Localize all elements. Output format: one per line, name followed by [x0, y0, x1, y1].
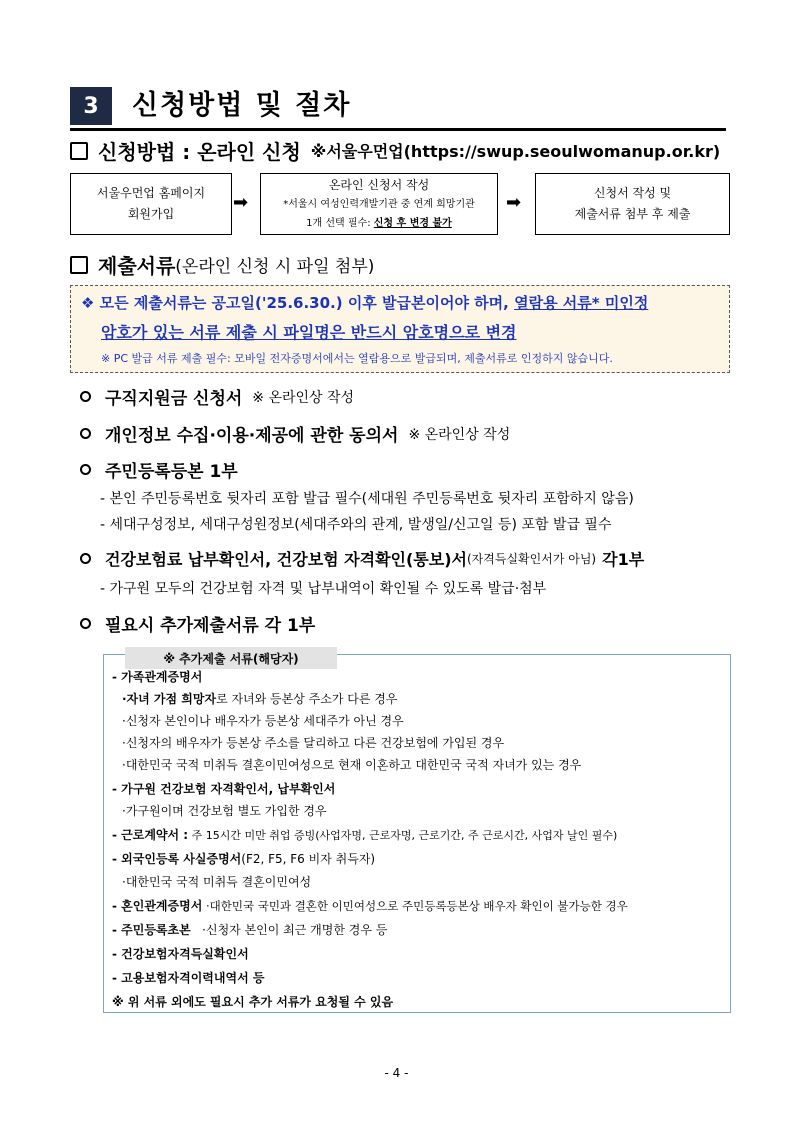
- flow-step-3: [535, 173, 730, 235]
- extra-abstract-title: - 주민등록초본: [112, 923, 191, 937]
- doc-item-consent: [80, 421, 510, 446]
- extra-family-1-rest: 로 자녀와 등본상 주소가 다른 경우: [216, 692, 398, 706]
- notice-line-3: ※ PC 발급 서류 제출 필수: 모바일 전자증명서에서는 열람용으로 발급되며, 제출서류로 인정하지 않습니다.: [101, 352, 613, 365]
- flow-step-1-line1: 서울우먼업 홈페이지: [96, 186, 206, 200]
- bullet-circle-icon: [80, 618, 91, 629]
- extra-footnote: ※ 위 서류 외에도 필요시 추가 서류가 요청될 수 있음: [112, 995, 394, 1009]
- docs-note: (온라인 신청 시 파일 첨부): [175, 257, 375, 277]
- doc-item-note: ※ 온라인상 작성: [408, 426, 511, 443]
- docs-heading: [70, 250, 374, 279]
- method-note: ※서울우먼업(https://swup.seoulwomanup.or.kr): [310, 142, 721, 161]
- flow-step-2-title: 온라인 신청서 작성: [328, 177, 430, 192]
- extra-family-4: ·대한민국 국적 미취득 결혼이민여성으로 현재 이혼하고 대한민국 국적 자녀가 있는 경우: [122, 758, 582, 772]
- bullet-circle-icon: [80, 553, 91, 564]
- extra-employ: - 고용보험자격이력내역서 등: [112, 971, 265, 985]
- doc-item-insurance: [80, 547, 644, 570]
- checkbox-icon: [70, 256, 88, 274]
- bullet-circle-icon: [80, 391, 91, 402]
- method-label: 신청방법 : 온라인 신청: [98, 140, 301, 164]
- docs-label: 제출서류: [98, 254, 176, 278]
- bullet-circle-icon: [80, 428, 91, 439]
- doc-item-title: 건강보험료 납부확인서, 건강보험 자격확인(통보)서: [105, 550, 467, 569]
- flow-step-2-note2-bold: 신청 후 변경 불가: [373, 217, 452, 229]
- flow-arrow-icon: ➡: [233, 192, 249, 213]
- checkbox-icon: [70, 142, 88, 160]
- extra-contract: [112, 826, 617, 843]
- doc-item-application: [80, 384, 354, 409]
- extra-household-title: - 가구원 건강보험 자격확인서, 납부확인서: [112, 782, 336, 796]
- flow-step-2-note1: *서울시 여성인력개발기관 중 연계 희망기관: [283, 198, 475, 210]
- extra-family-1-bold: ·자녀 가점 희망자: [122, 692, 217, 706]
- extra-contract-title: - 근로계약서 :: [112, 828, 189, 842]
- extra-docs-tag: ※ 추가제출 서류(해당자): [125, 647, 337, 669]
- extra-alien-rest: (F2, F5, F6 비자 취득자): [241, 852, 376, 866]
- resident-sub-2: - 세대구성정보, 세대구성원정보(세대주와의 관계, 발생일/신고일 등) 포함 발급 필수: [100, 517, 612, 533]
- extra-family-1: [122, 690, 397, 707]
- doc-item-title: 주민등록등본 1부: [105, 462, 238, 482]
- doc-item-note: (자격득실확인서가 아님): [467, 552, 597, 566]
- extra-marriage: [112, 897, 628, 914]
- notice-line-1-underlined: 열람용 서류* 미인정: [514, 294, 649, 312]
- extra-health: - 건강보험자격득실확인서: [112, 947, 249, 961]
- extra-contract-rest: 주 15시간 미만 취업 증빙(사업자명, 근로자명, 근로기간, 주 근로시간, 사업자 날인 필수): [188, 829, 618, 842]
- notice-box: [70, 285, 730, 373]
- extra-marriage-rest: ·대한민국 국민과 결혼한 이민여성으로 주민등록등본상 배우자 확인이 불가능한 경우: [202, 899, 628, 913]
- doc-item-title: 구직지원금 신청서: [105, 389, 243, 409]
- extra-family-3: ·신청자의 배우자가 등본상 주소를 달리하고 다른 건강보험에 가입된 경우: [122, 736, 505, 750]
- flow-step-1: [70, 173, 232, 235]
- page-number: - 4 -: [384, 1066, 409, 1080]
- extra-family-2: ·신청자 본인이나 배우자가 등본상 세대주가 아닌 경우: [122, 714, 404, 728]
- insurance-sub: - 가구원 모두의 건강보험 자격 및 납부내역이 확인될 수 있도록 발급·첨부: [100, 581, 547, 597]
- doc-item-note: ※ 온라인상 작성: [252, 389, 355, 406]
- section-rule: [70, 128, 726, 131]
- extra-alien-1: ·대한민국 국적 미취득 결혼이민여성: [122, 875, 312, 889]
- extra-abstract: [112, 921, 387, 938]
- extra-alien-title: - 외국인등록 사실증명서: [112, 852, 242, 866]
- extra-household-1: ·가구원이며 건강보험 별도 가입한 경우: [122, 804, 327, 818]
- resident-sub-1: - 본인 주민등록번호 뒷자리 포함 발급 필수(세대원 주민등록번호 뒷자리 포함하지 않음): [100, 491, 634, 507]
- flow-arrow-icon: ➡: [506, 192, 522, 213]
- flow-step-3-line2: 제출서류 첨부 후 제출: [574, 207, 691, 221]
- notice-line-1: [81, 292, 648, 313]
- doc-item-resident: [80, 457, 238, 482]
- section-number: 3: [70, 87, 112, 125]
- notice-line-1-text: ❖ 모든 제출서류는 공고일('25.6.30.) 이후 발급본이어야 하며,: [81, 294, 515, 312]
- flow-step-1-line2: 회원가입: [127, 207, 175, 221]
- doc-item-title: 개인정보 수집·이용·제공에 관한 동의서: [105, 426, 399, 446]
- method-heading: [70, 136, 720, 165]
- flow-step-2: [260, 173, 498, 235]
- flow-step-3-line1: 신청서 작성 및: [593, 186, 672, 200]
- extra-alien: [112, 850, 375, 867]
- bullet-circle-icon: [80, 464, 91, 475]
- doc-item-title: 필요시 추가제출서류 각 1부: [105, 616, 316, 636]
- extra-marriage-title: - 혼인관계증명서: [112, 899, 203, 913]
- doc-item-suffix: 각1부: [602, 550, 645, 569]
- doc-item-extra: [80, 611, 315, 636]
- flow-step-2-note2: 1개 선택 필수:: [306, 217, 374, 229]
- extra-abstract-rest: ·신청자 본인이 최근 개명한 경우 등: [190, 923, 388, 937]
- notice-line-2: 암호가 있는 서류 제출 시 파일명은 반드시 암호명으로 변경: [101, 323, 517, 342]
- section-title: 신청방법 및 절차: [132, 90, 352, 121]
- extra-family-title: - 가족관계증명서: [112, 670, 203, 684]
